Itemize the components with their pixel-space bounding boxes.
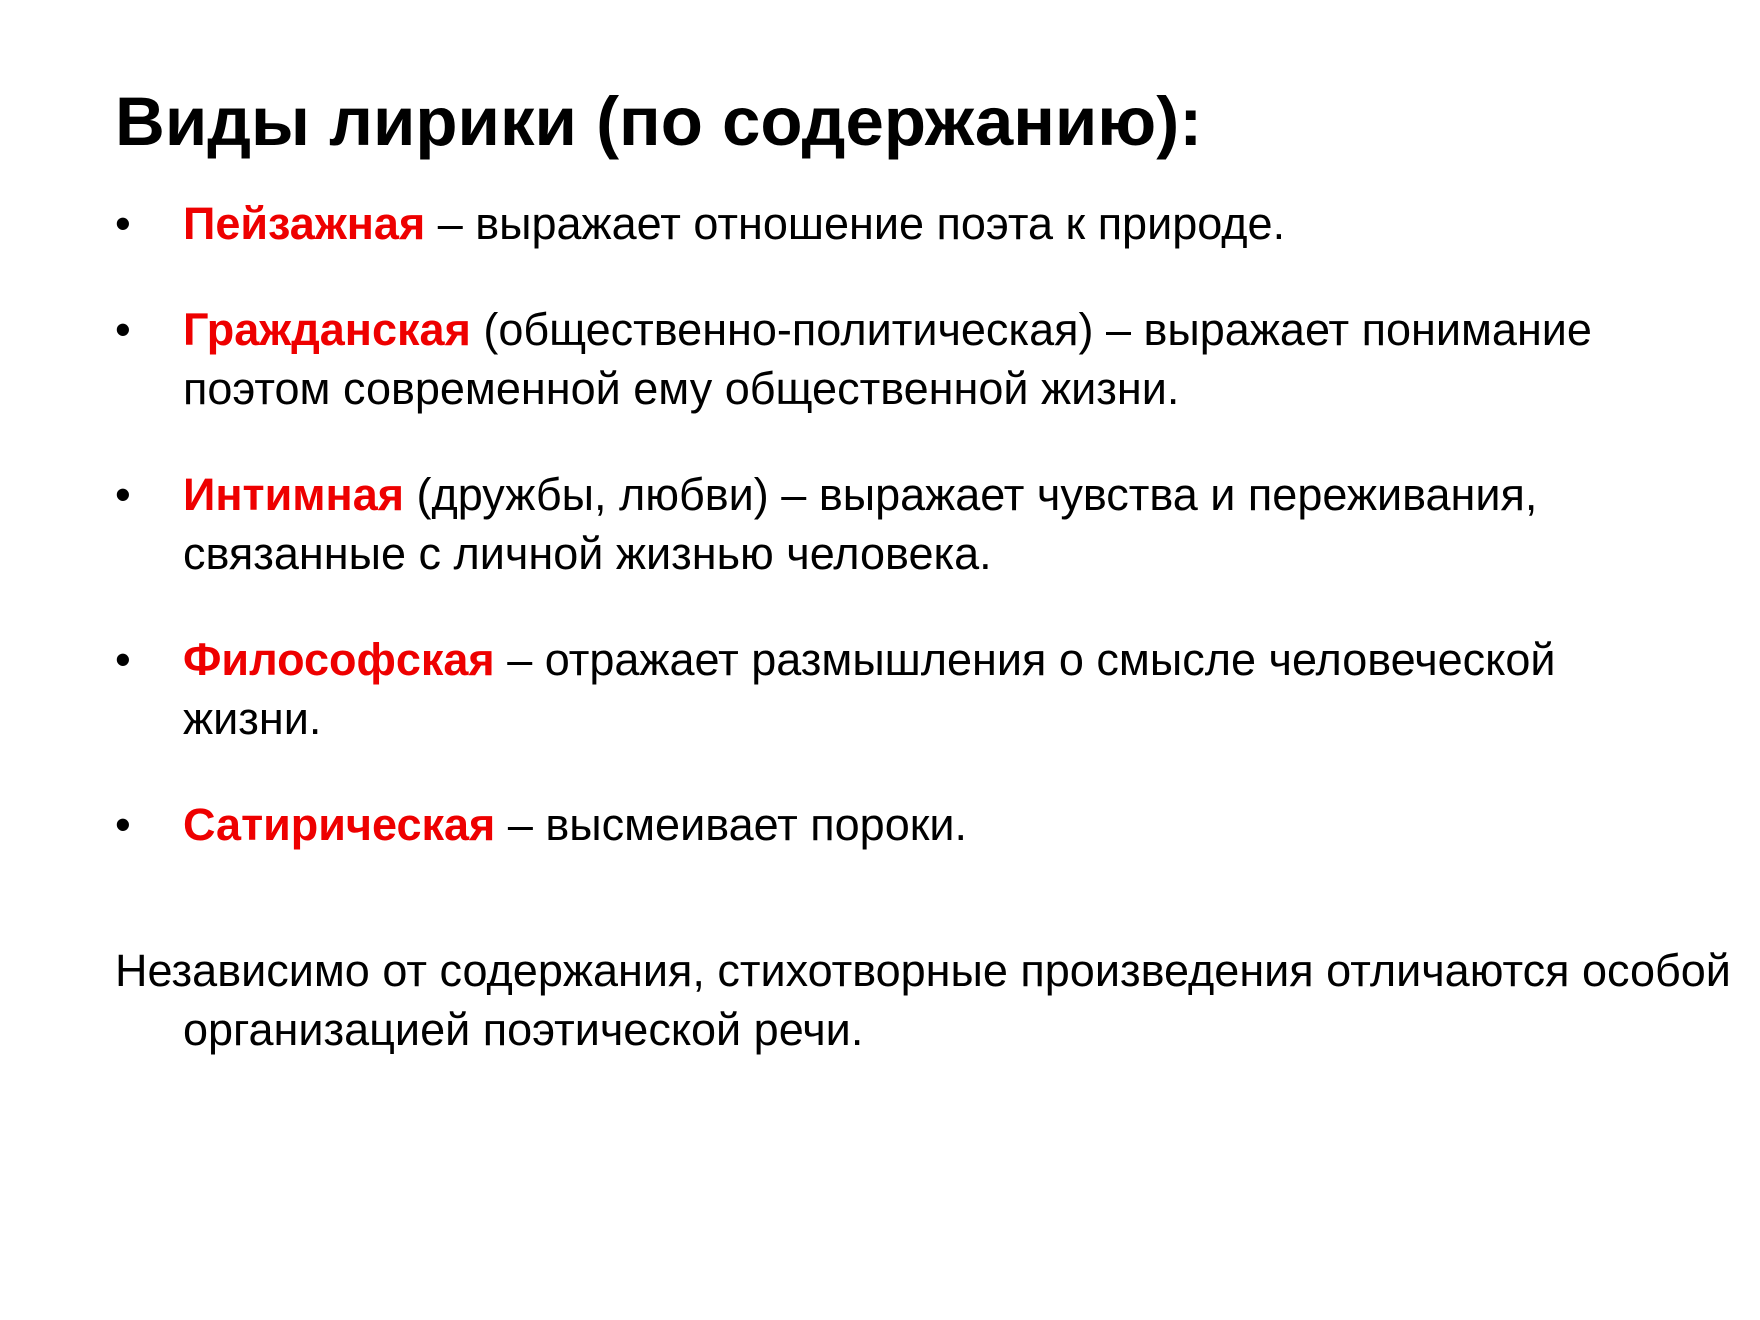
bullet-icon: • [115, 198, 131, 249]
term-satirical: Сатирическая [183, 799, 496, 850]
term-civic: Гражданская [183, 304, 471, 355]
list-item-civic [115, 300, 1675, 418]
lyric-types-list [115, 194, 1675, 901]
description-landscape: – выражает отношение поэта к природе. [425, 198, 1286, 249]
description-philosophical: – отражает размышления о смысле человеческой жизни. [183, 634, 1556, 744]
list-item-satirical [115, 795, 1675, 854]
description-satirical: – высмеивает пороки. [495, 799, 968, 850]
list-item-philosophical [115, 630, 1675, 748]
slide-title: Виды лирики (по содержанию): [115, 83, 1203, 160]
list-item-intimate [115, 465, 1675, 583]
list-item-landscape [115, 194, 1675, 253]
term-intimate: Интимная [183, 469, 404, 520]
term-philosophical: Философская [183, 634, 495, 685]
term-landscape: Пейзажная [183, 198, 426, 249]
closing-note: Независимо от содержания, стихотворные произведения отличаются особой организацией поэтической речи. [115, 945, 1731, 1055]
bullet-icon: • [115, 634, 131, 685]
description-intimate: (дружбы, любви) – выражает чувства и переживания, связанные с личной жизнью человека. [183, 469, 1538, 579]
bullet-icon: • [115, 799, 131, 850]
bullet-icon: • [115, 469, 131, 520]
bullet-icon: • [115, 304, 131, 355]
description-civic: (общественно-политическая) – выражает понимание поэтом современной ему общественной жизни. [183, 304, 1592, 414]
